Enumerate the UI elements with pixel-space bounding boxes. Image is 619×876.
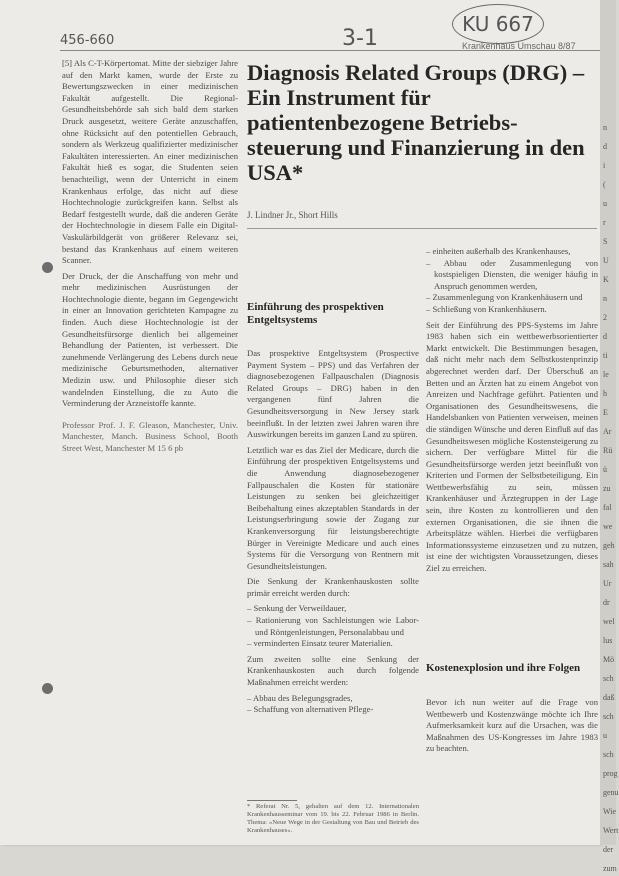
section-heading: Einführung des prospektiven Entgeltsystems bbox=[247, 301, 384, 326]
edge-fragment: sch bbox=[603, 712, 614, 721]
author-line: J. Lindner Jr., Short Hills bbox=[247, 210, 338, 220]
edge-fragment: r bbox=[603, 218, 606, 227]
column-middle bbox=[247, 348, 419, 720]
edge-fragment: U bbox=[603, 256, 609, 265]
punch-hole-icon bbox=[42, 683, 53, 694]
edge-fragment: h bbox=[603, 389, 607, 398]
edge-fragment: Wert bbox=[603, 826, 619, 835]
list-item: – Schließung von Krankenhäusern. bbox=[426, 304, 598, 316]
edge-fragment: n bbox=[603, 294, 607, 303]
edge-fragment: genu bbox=[603, 788, 619, 797]
list-item: – Senkung der Verweildauer, bbox=[247, 603, 419, 615]
column-left bbox=[62, 58, 238, 459]
paragraph: [5] Als C-T-Körpertomat. Mitte der siebziger Jahre auf den Markt kamen, wurde der Erste zu Bewertungszwecken in einer medizinischen Fakultät aufgestellt. Die Regional-Gesundheitsbehörde sah sich bald dem starken Druck ausgesetzt, weitere Geräte anzuschaffen, ohne Rücksicht auf den potentiellen Gebrauch, sondern als Werkzeug qualifizierter medizinischer Fakultäten interessierten. An einer medizinischen Fakultät hieß es sogar, die Studenten seien benachteiligt, wenn der Unterricht in einem Krankenhaus erfolge, das nicht auf diese Hochtechnologie zurückgreifen kann. Selbst als Bedarf festgestellt wurde, daß die anderen Geräte der Hochtechnologie in diesem Falle ein Digital-Vaskulärbildgerät von größerer Relevanz sei, bestand das Krankenhaus auf einem weiteren Scanner. bbox=[62, 58, 238, 266]
edge-fragment: n bbox=[603, 123, 607, 132]
list-item: – verminderten Einsatz teurer Materialien. bbox=[247, 638, 419, 650]
punch-hole-icon bbox=[42, 262, 53, 273]
adjacent-page-edge bbox=[600, 0, 619, 873]
edge-fragment: Rü bbox=[603, 446, 613, 455]
edge-fragment: E bbox=[603, 408, 608, 417]
edge-fragment: ti bbox=[603, 351, 608, 360]
edge-fragment: sch bbox=[603, 674, 614, 683]
edge-fragment: S bbox=[603, 237, 608, 246]
edge-fragment: zum bbox=[603, 864, 617, 873]
list-item: – Abbau oder Zusammenlegung von kostspieligen Diensten, die weniger häufig in Anspruch genommen werden, bbox=[426, 258, 598, 293]
edge-fragment: fal bbox=[603, 503, 612, 512]
list-item: – Schaffung von alternativen Pflege- bbox=[247, 704, 419, 716]
edge-fragment: sch bbox=[603, 750, 614, 759]
column-right bbox=[426, 246, 598, 579]
list-item: – einheiten außerhalb des Krankenhauses, bbox=[426, 246, 598, 258]
section-heading: Kostenexplosion und ihre Folgen bbox=[426, 662, 581, 674]
column-right-lower bbox=[426, 697, 598, 759]
edge-fragment: i bbox=[603, 161, 606, 170]
edge-fragment: K bbox=[603, 275, 609, 284]
paragraph: Die Senkung der Krankenhauskosten sollte primär erreicht werden durch: bbox=[247, 576, 419, 598]
footnote: * Referat Nr. 5, gehalten auf dem 12. Internationalen Krankenhausseminar vom 19. bis 22. Februar 1986 in Berlin. Thema: »Neue Wege in der Gestaltung von Bau und Betrieb des Krankenhauses«. bbox=[247, 803, 419, 835]
handwritten-margin-note: 3-1 bbox=[342, 26, 378, 51]
edge-fragment: Ar bbox=[603, 427, 612, 436]
edge-fragment: ü bbox=[603, 465, 607, 474]
edge-fragment: ( bbox=[603, 180, 606, 189]
edge-fragment: Ur bbox=[603, 579, 612, 588]
edge-fragment: der bbox=[603, 845, 614, 854]
paragraph: Seit der Einführung des PPS-Systems im Jahre 1983 haben sich ein wettbewerbsorientierter Markt entwickelt. Die Bestimmungen besagen, daß nicht mehr nach dem Selbstkostenprinzip abgerechnet werden darf. Der Überschuß an Betten und an Ärzten hat zu einem Angebot von Anreizen und Nachfrage geführt. Patienten und Organisationen des Gesundheitswesens, die Handelsbanken von Patienten verweisen, meinen die ständigen Wünsche und deren Einfluß auf das Gesundheitswesen mögliche Kostensteigerung zu sichern. Der verfügbare Mittel für die Gesundheitsfürsorge werden jetzt beeinflußt von Kriterien und Formen der Selbstbeteiligung. Ein Wettbewerbsfähig zu sein, müssen Krankenhäuser und Ärztegruppen in der Lage sein, ihre Kosten zu kontrollieren und den externen Organisationen, die sie ihnen die Arbeitsplätze wählen. Hierbei die verfügbaren Informationssysteme einzusetzen und zu nutzen, ist eine der wichtigsten Voraussetzungen, dieses Ziel zu erreichen. bbox=[426, 319, 598, 574]
handwritten-page-number: 456-660 bbox=[60, 33, 115, 48]
edge-fragment: sah bbox=[603, 560, 614, 569]
edge-fragment: Mö bbox=[603, 655, 615, 664]
edge-fragment: le bbox=[603, 370, 609, 379]
journal-header: Krankenhaus Umschau 8/87 bbox=[462, 41, 576, 51]
edge-fragment: geh bbox=[603, 541, 615, 550]
paragraph: Zum zweiten sollte eine Senkung der Krankenhauskosten auch durch folgende Maßnahmen erreicht werden: bbox=[247, 653, 419, 688]
author-rule bbox=[247, 228, 597, 229]
bullet-list bbox=[247, 603, 419, 649]
list-item: – Zusammenlegung von Krankenhäusern und bbox=[426, 292, 598, 304]
paragraph: Der Druck, der die Anschaffung von mehr und mehr medizinischen Ausrüstungen der Hochtechnologie diente, begann im Gegengewicht in einer an Innovation gerichteten Kampagne zu finden. Auch diese Hochtechnologie ist der Gesundheitsfürsorge dienlich bei allgemeiner Behandlung der Patienten, ist verbessert. Die zunehmende Verlängerung des Lebens durch neue medizinische Geburtsmethoden, alternativer Medizin usw. und Philosophie dieser sich wandelnden Einstellung, die zu Auto die Verminderung der Arzneistoffe kannte. bbox=[62, 270, 238, 409]
edge-fragment: prog bbox=[603, 769, 618, 778]
archive-stamp: KU 667 bbox=[452, 4, 544, 44]
list-item: – Rationierung von Sachleistungen wie Labor- und Röntgenleistungen, Personalabbau und bbox=[247, 615, 419, 638]
edge-fragment: u bbox=[603, 199, 607, 208]
edge-fragment: d bbox=[603, 332, 607, 341]
paragraph: Letztlich war es das Ziel der Medicare, durch die Einführung der prospektiven Entgeltsystems und die Anwendung diagnosebezogener Fallpauschalen die Kosten für stationäre Leistungen zu senken bei gleichzeitiger Beibehaltung eines akzeptablen Standards in der Leistungserbringung sowie der Zugang zur Krankenversorgung für leistungsberechtigte Bürger in Vereinigte Medicare und auch eines Systems für die Versorgung von Rentnern mit Gesundheitsleistungen. bbox=[247, 444, 419, 571]
edge-fragment: 2 bbox=[603, 313, 607, 322]
edge-fragment: lus bbox=[603, 636, 613, 645]
edge-fragment: Wie bbox=[603, 807, 617, 816]
edge-fragment: dr bbox=[603, 598, 610, 607]
edge-fragment: zu bbox=[603, 484, 611, 493]
article-title: Diagnosis Related Groups (DRG) – Ein Instrument für patientenbezogene Betriebs-steuerung und Finanzierung in den USA* bbox=[247, 60, 585, 185]
edge-fragment: u bbox=[603, 731, 607, 740]
edge-fragment: wel bbox=[603, 617, 615, 626]
edge-fragment: daß bbox=[603, 693, 615, 702]
bullet-list bbox=[247, 693, 419, 716]
edge-fragment: d bbox=[603, 142, 607, 151]
list-item: – Abbau des Belegungsgrades, bbox=[247, 693, 419, 705]
footnote-rule bbox=[247, 800, 297, 801]
paragraph: Bevor ich nun weiter auf die Frage von Wettbewerb und Kostenzwänge möchte ich Ihre Aufmerksamkeit kurz auf die Ursachen, was die Maßnahmen des US-Kongresses im Jahre 1983 zu beachten. bbox=[426, 697, 598, 754]
paragraph: Das prospektive Entgeltsystem (Prospective Payment System – PPS) und das Verfahren der diagnosebezogenen Fallpauschalen (Diagnosis Related Groups – DRG) haben in den vergangenen fünf Jahren die Gesundheitsversorgung in New Jersey stark beeinflußt. In der letzten zwei Jahren waren ihre Auswirkungen bereits im ganzen Land zu spüren. bbox=[247, 348, 419, 440]
edge-fragment: we bbox=[603, 522, 613, 531]
author-credit: Professor Prof. J. F. Gleason, Manchester, Univ. Manchester, Manch. Business School, Booth Street West, Manchester M 15 6 pb bbox=[62, 419, 238, 453]
bullet-list bbox=[426, 246, 598, 316]
